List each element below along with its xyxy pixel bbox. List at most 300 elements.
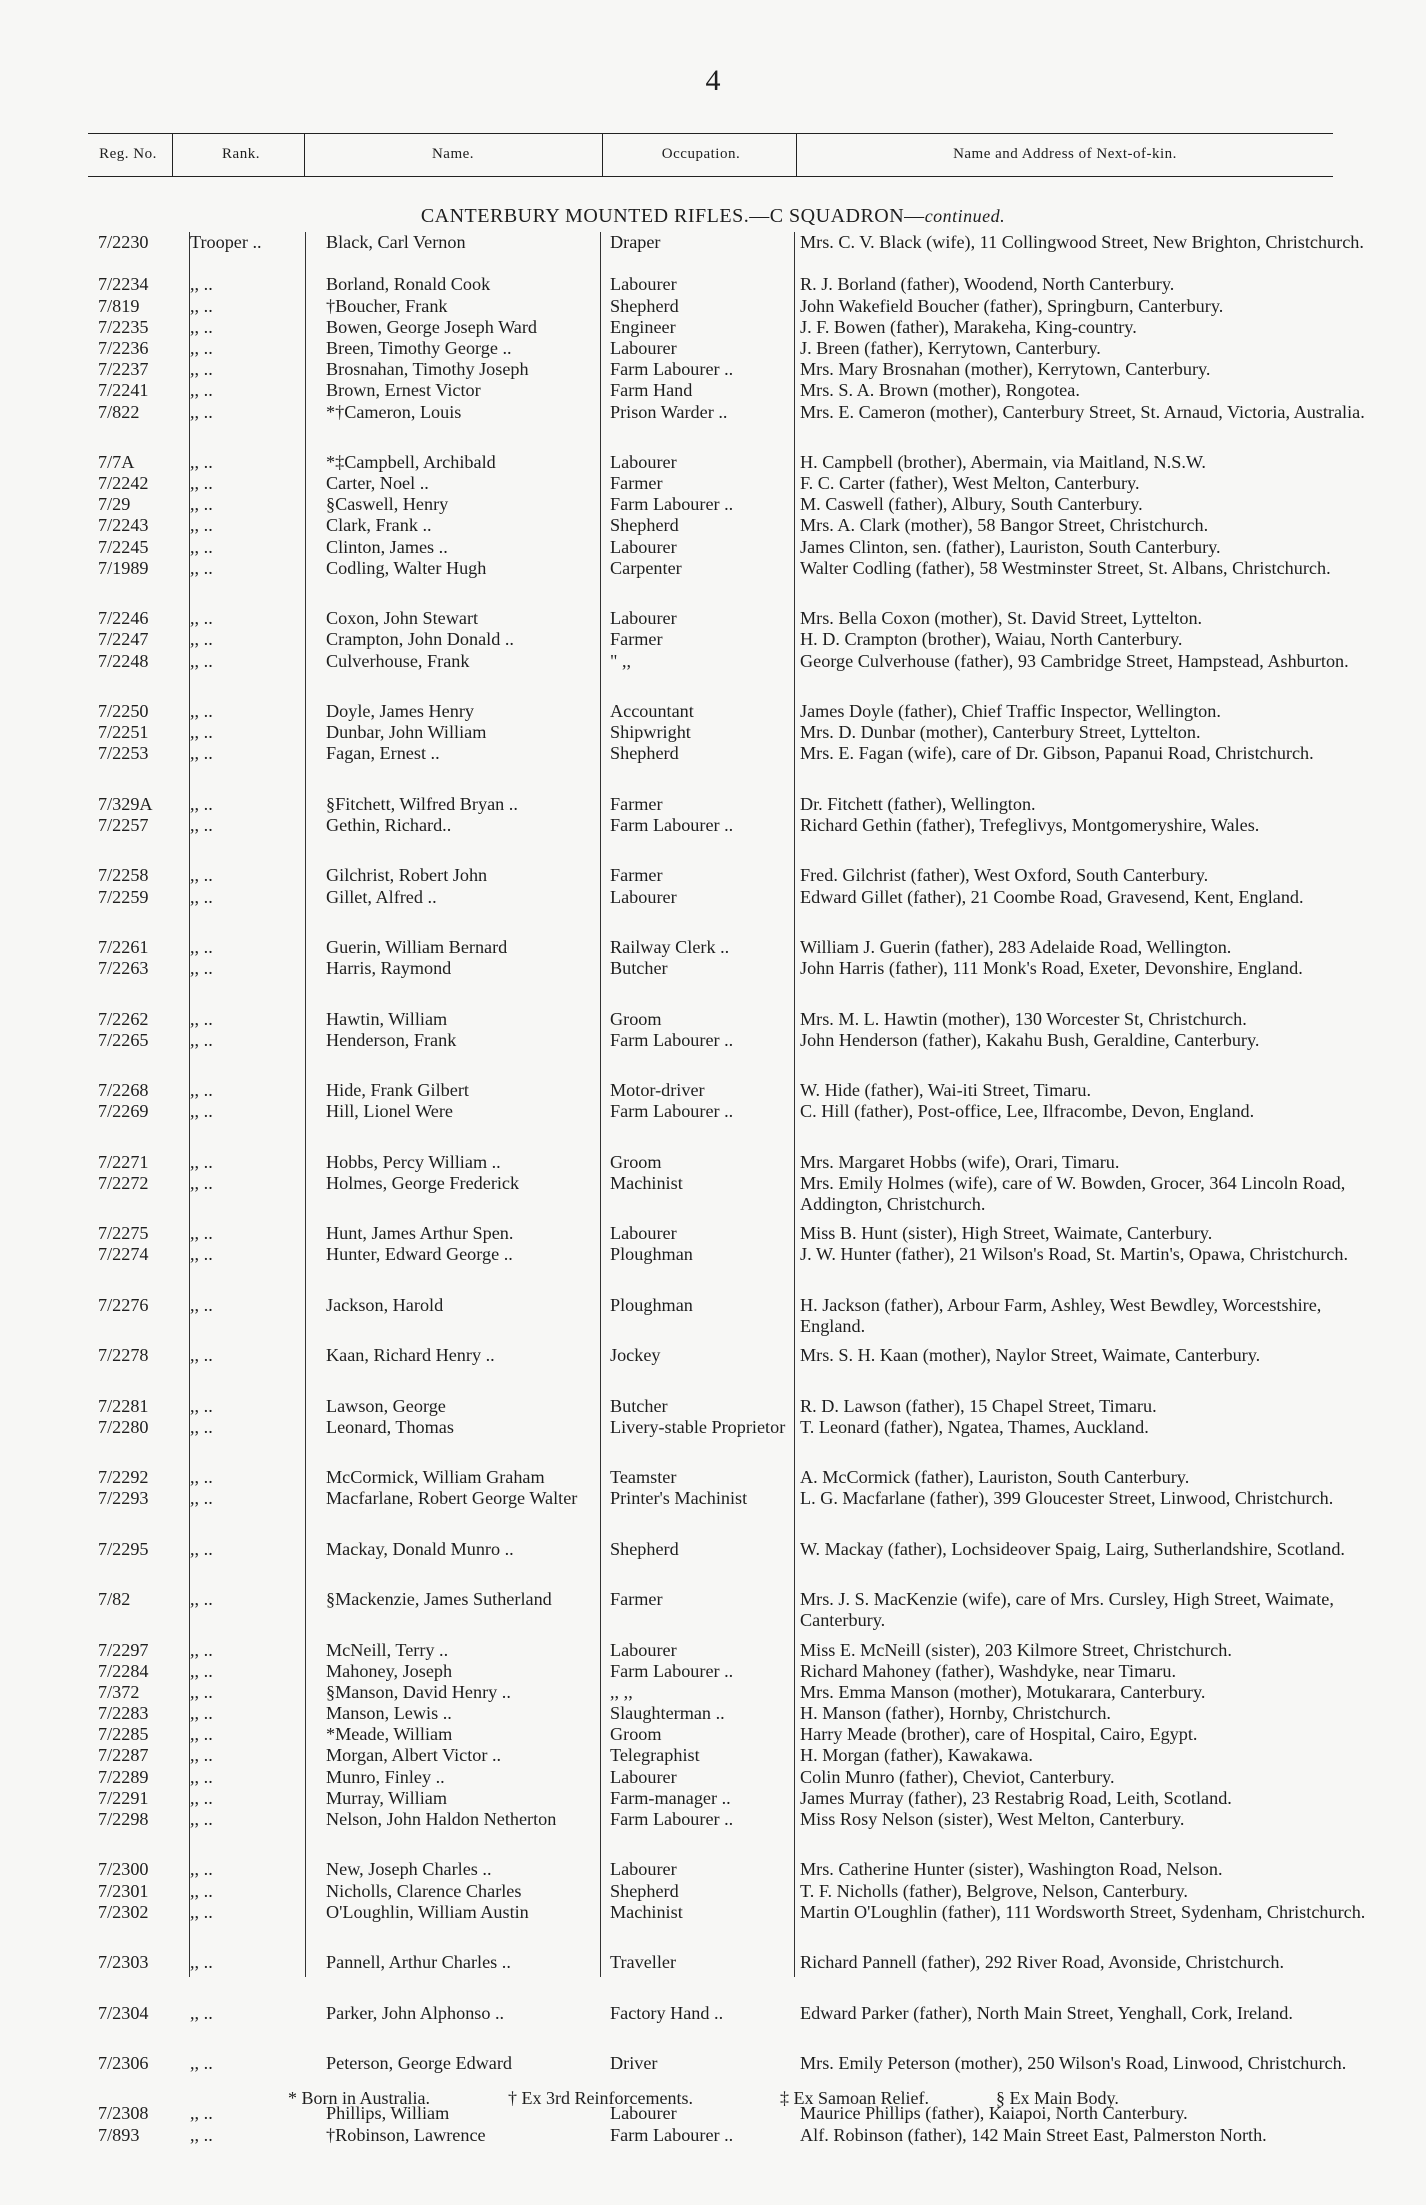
name-cell: Breen, Timothy George .. bbox=[326, 337, 512, 358]
next-of-kin-cell: H. Morgan (father), Kawakawa. bbox=[800, 1745, 1033, 1766]
reg-cell: 7/2301 bbox=[98, 1880, 149, 1901]
occupation-cell: Accountant bbox=[610, 701, 694, 721]
header-rank: Rank. bbox=[222, 146, 260, 162]
next-of-kin-cell: Richard Pannell (father), 292 River Road, Avonside, Christchurch. bbox=[800, 1952, 1285, 1973]
occupation-cell: Farmer bbox=[610, 865, 663, 886]
table-row bbox=[0, 1809, 1426, 1851]
row-gap bbox=[0, 1995, 1426, 2003]
table-row bbox=[0, 815, 1426, 857]
row-gap bbox=[0, 1944, 1426, 1952]
rank-cell: ,, .. bbox=[190, 494, 213, 515]
occupation-cell: Farmer bbox=[610, 1589, 663, 1610]
occupation-cell: Butcher bbox=[610, 1395, 668, 1416]
occupation-cell: Shepherd bbox=[610, 743, 679, 764]
occupation-cell: Farmer bbox=[610, 793, 663, 814]
next-of-kin-cell: Alf. Robinson (father), 142 Main Street East, Palmerston North. bbox=[800, 2124, 1267, 2145]
rank-cell: ,, .. bbox=[190, 1008, 213, 1029]
reg-cell: 7/822 bbox=[98, 401, 140, 422]
reg-cell: 7/2272 bbox=[98, 1172, 149, 1193]
reg-cell: 7/2246 bbox=[98, 608, 149, 629]
rank-cell: ,, .. bbox=[190, 1172, 213, 1193]
table-row bbox=[0, 380, 1426, 401]
table-row bbox=[0, 232, 1426, 274]
name-cell: Dunbar, John William bbox=[326, 722, 487, 743]
table-row bbox=[0, 1030, 1426, 1072]
reg-cell: 7/2235 bbox=[98, 316, 149, 337]
table-row bbox=[0, 338, 1426, 359]
next-of-kin-cell: Richard Mahoney (father), Washdyke, near Timaru. bbox=[800, 1660, 1176, 1681]
rank-cell: ,, .. bbox=[190, 1589, 213, 1610]
rank-cell: ,, .. bbox=[190, 1703, 213, 1724]
table-row bbox=[0, 651, 1426, 693]
name-cell: Borland, Ronald Cook bbox=[326, 274, 491, 295]
name-cell: *‡Campbell, Archibald bbox=[326, 451, 496, 472]
next-of-kin-cell: Mrs. E. Fagan (wife), care of Dr. Gibson, Papanui Road, Christchurch. bbox=[800, 743, 1314, 764]
table-row bbox=[0, 1902, 1426, 1944]
table-row bbox=[0, 274, 1426, 295]
occupation-cell: Labourer bbox=[610, 2103, 677, 2124]
next-of-kin-cell: Richard Gethin (father), Trefeglivys, Montgomeryshire, Wales. bbox=[800, 814, 1260, 835]
rank-cell: ,, .. bbox=[190, 536, 213, 557]
rank-cell: ,, .. bbox=[190, 2052, 213, 2073]
occupation-cell: Teamster bbox=[610, 1467, 677, 1488]
reg-cell: 7/2276 bbox=[98, 1294, 149, 1315]
next-of-kin-cell: James Murray (father), 23 Restabrig Road, Leith, Scotland. bbox=[800, 1787, 1232, 1808]
occupation-cell: Prison Warder .. bbox=[610, 401, 728, 422]
name-cell: Macfarlane, Robert George Walter bbox=[326, 1488, 578, 1509]
row-gap bbox=[0, 1851, 1426, 1859]
next-of-kin-cell: Harry Meade (brother), care of Hospital, Cairo, Egypt. bbox=[800, 1724, 1198, 1745]
next-of-kin-cell: Colin Munro (father), Cheviot, Canterbury. bbox=[800, 1766, 1115, 1787]
next-of-kin-cell: T. Leonard (father), Ngatea, Thames, Auckland. bbox=[800, 1416, 1149, 1437]
reg-cell: 7/1989 bbox=[98, 557, 149, 578]
row-gap bbox=[0, 1072, 1426, 1080]
occupation-cell: Farm Labourer .. bbox=[610, 1809, 734, 1830]
table-row bbox=[0, 1009, 1426, 1030]
table-row bbox=[0, 296, 1426, 317]
occupation-cell: Groom bbox=[610, 1008, 662, 1029]
next-of-kin-cell: J. F. Bowen (father), Marakeha, King-country. bbox=[800, 316, 1137, 337]
rank-cell: ,, .. bbox=[190, 1660, 213, 1681]
header-occupation: Occupation. bbox=[661, 146, 741, 162]
next-of-kin-cell: John Harris (father), 111 Monk's Road, Exeter, Devonshire, England. bbox=[800, 958, 1303, 979]
name-cell: Hide, Frank Gilbert bbox=[326, 1080, 469, 1101]
row-gap bbox=[0, 2095, 1426, 2103]
row-gap bbox=[0, 1581, 1426, 1589]
next-of-kin-cell: Mrs. E. Cameron (mother), Canterbury Street, St. Arnaud, Victoria, Australia. bbox=[800, 401, 1365, 422]
name-cell: †Robinson, Lawrence bbox=[326, 2124, 486, 2145]
reg-cell: 7/2306 bbox=[98, 2052, 149, 2073]
occupation-cell: Ploughman bbox=[610, 1294, 693, 1315]
next-of-kin-cell: Walter Codling (father), 58 Westminster Street, St. Albans, Christchurch. bbox=[800, 557, 1331, 578]
occupation-cell: Farmer bbox=[610, 629, 663, 650]
name-cell: Gethin, Richard.. bbox=[326, 814, 452, 835]
reg-cell: 7/2304 bbox=[98, 2002, 149, 2023]
name-cell: Harris, Raymond bbox=[326, 958, 452, 979]
footnote-samoan-relief: ‡ Ex Samoan Relief. bbox=[780, 2088, 929, 2108]
reg-cell: 7/2259 bbox=[98, 886, 149, 907]
next-of-kin-cell: T. F. Nicholls (father), Belgrove, Nelson, Canterbury. bbox=[800, 1880, 1188, 1901]
next-of-kin-cell: H. Manson (father), Hornby, Christchurch. bbox=[800, 1703, 1111, 1724]
table-row bbox=[0, 558, 1426, 600]
occupation-cell: Labourer bbox=[610, 1766, 677, 1787]
occupation-cell: Engineer bbox=[610, 316, 676, 337]
table-row bbox=[0, 1152, 1426, 1173]
rank-cell: ,, .. bbox=[190, 650, 213, 671]
name-cell: Bowen, George Joseph Ward bbox=[326, 316, 538, 337]
occupation-cell: Printer's Machinist bbox=[610, 1488, 748, 1509]
next-of-kin-cell: H. D. Crampton (brother), Waiau, North Canterbury. bbox=[800, 629, 1183, 650]
name-cell: Carter, Noel .. bbox=[326, 473, 429, 494]
next-of-kin-cell: Fred. Gilchrist (father), West Oxford, South Canterbury. bbox=[800, 865, 1209, 886]
rank-cell: ,, .. bbox=[190, 1151, 213, 1172]
table-row bbox=[0, 473, 1426, 494]
next-of-kin-cell: C. Hill (father), Post-office, Lee, Ilfracombe, Devon, England. bbox=[800, 1101, 1255, 1122]
next-of-kin-cell: A. McCormick (father), Lauriston, South Canterbury. bbox=[800, 1467, 1190, 1488]
rank-cell: ,, .. bbox=[190, 1395, 213, 1416]
rank-cell: ,, .. bbox=[190, 380, 213, 401]
next-of-kin-cell: George Culverhouse (father), 93 Cambridge Street, Hampstead, Ashburton. bbox=[800, 650, 1349, 671]
reg-cell: 7/2248 bbox=[98, 650, 149, 671]
reg-cell: 7/2258 bbox=[98, 865, 149, 886]
occupation-cell: Factory Hand .. bbox=[610, 2002, 724, 2023]
table-row bbox=[0, 317, 1426, 338]
table-row bbox=[0, 1703, 1426, 1724]
reg-cell: 7/2245 bbox=[98, 536, 149, 557]
next-of-kin-cell: Miss B. Hunt (sister), High Street, Waimate, Canterbury. bbox=[800, 1223, 1213, 1244]
header-name: Name. bbox=[431, 146, 475, 162]
occupation-cell: Shipwright bbox=[610, 722, 691, 743]
row-gap bbox=[0, 1337, 1426, 1345]
reg-cell: 7/2234 bbox=[98, 274, 149, 295]
next-of-kin-cell: Dr. Fitchett (father), Wellington. bbox=[800, 793, 1036, 814]
next-of-kin-cell: James Clinton, sen. (father), Lauriston, South Canterbury. bbox=[800, 536, 1221, 557]
occupation-cell: Farmer bbox=[610, 473, 663, 494]
row-gap bbox=[0, 929, 1426, 937]
next-of-kin-cell: Mrs. Mary Brosnahan (mother), Kerrytown, Canterbury. bbox=[800, 359, 1211, 380]
rank-cell: ,, .. bbox=[190, 886, 213, 907]
name-cell: Coxon, John Stewart bbox=[326, 608, 479, 629]
name-cell: Brown, Ernest Victor bbox=[326, 380, 481, 401]
name-cell: Hunter, Edward George .. bbox=[326, 1244, 513, 1265]
row-gap bbox=[0, 1459, 1426, 1467]
name-cell: Clark, Frank .. bbox=[326, 515, 432, 536]
name-cell: Crampton, John Donald .. bbox=[326, 629, 514, 650]
reg-cell: 7/2308 bbox=[98, 2103, 149, 2124]
header-next-of-kin: Name and Address of Next-of-kin. bbox=[953, 146, 1177, 162]
next-of-kin-cell: W. Hide (father), Wai-iti Street, Timaru. bbox=[800, 1080, 1091, 1101]
rank-cell: ,, .. bbox=[190, 1029, 213, 1050]
section-title-suffix: continued. bbox=[924, 206, 1006, 226]
occupation-cell: Farm-manager .. bbox=[610, 1787, 731, 1808]
table-row bbox=[0, 1417, 1426, 1459]
rank-cell: ,, .. bbox=[190, 1416, 213, 1437]
next-of-kin-cell: M. Caswell (father), Albury, South Canterbury. bbox=[800, 494, 1143, 515]
reg-cell: 7/2247 bbox=[98, 629, 149, 650]
reg-cell: 7/819 bbox=[98, 295, 140, 316]
occupation-cell: Slaughterman .. bbox=[610, 1703, 725, 1724]
rank-cell: ,, .. bbox=[190, 1766, 213, 1787]
name-cell: New, Joseph Charles .. bbox=[326, 1859, 492, 1880]
table-row bbox=[0, 2125, 1426, 2167]
table-row bbox=[0, 2103, 1426, 2124]
table-row bbox=[0, 1244, 1426, 1286]
table-row bbox=[0, 887, 1426, 929]
rank-cell: ,, .. bbox=[190, 936, 213, 957]
table-row bbox=[0, 1295, 1426, 1337]
next-of-kin-cell: Mrs. A. Clark (mother), 58 Bangor Street, Christchurch. bbox=[800, 515, 1209, 536]
header-divider bbox=[796, 134, 797, 176]
name-cell: Nelson, John Haldon Netherton bbox=[326, 1809, 557, 1830]
name-cell: Mahoney, Joseph bbox=[326, 1660, 453, 1681]
occupation-cell: ,, ,, bbox=[610, 1681, 633, 1702]
name-cell: §Caswell, Henry bbox=[326, 494, 449, 515]
rank-cell: ,, .. bbox=[190, 274, 213, 295]
rank-cell: ,, .. bbox=[190, 1639, 213, 1660]
row-gap bbox=[0, 1632, 1426, 1640]
reg-cell: 7/2289 bbox=[98, 1766, 149, 1787]
name-cell: Peterson, George Edward bbox=[326, 2052, 513, 2073]
reg-cell: 7/2251 bbox=[98, 722, 149, 743]
footnote-born-australia: * Born in Australia. bbox=[288, 2088, 430, 2108]
reg-cell: 7/2242 bbox=[98, 473, 149, 494]
reg-cell: 7/2283 bbox=[98, 1703, 149, 1724]
name-cell: Guerin, William Bernard bbox=[326, 936, 508, 957]
occupation-cell: Machinist bbox=[610, 1901, 683, 1922]
table-row bbox=[0, 1745, 1426, 1766]
name-cell: Doyle, James Henry bbox=[326, 701, 474, 721]
occupation-cell: Driver bbox=[610, 2052, 658, 2073]
header-reg: Reg. No. bbox=[99, 146, 157, 162]
reg-cell: 7/2281 bbox=[98, 1395, 149, 1416]
rank-cell: ,, .. bbox=[190, 2103, 213, 2124]
name-cell: Morgan, Albert Victor .. bbox=[326, 1745, 502, 1766]
occupation-cell: Labourer bbox=[610, 274, 677, 295]
next-of-kin-cell: J. W. Hunter (father), 21 Wilson's Road, St. Martin's, Opawa, Christchurch. bbox=[800, 1244, 1349, 1265]
occupation-cell: Carpenter bbox=[610, 557, 682, 578]
name-cell: Clinton, James .. bbox=[326, 536, 448, 557]
table-row bbox=[0, 958, 1426, 1000]
rank-cell: ,, .. bbox=[190, 1244, 213, 1265]
next-of-kin-cell: Mrs. M. L. Hawtin (mother), 130 Worcester St, Christchurch. bbox=[800, 1008, 1247, 1029]
name-cell: Gilchrist, Robert John bbox=[326, 865, 488, 886]
name-cell: Black, Carl Vernon bbox=[326, 232, 466, 252]
next-of-kin-cell: Edward Gillet (father), 21 Coombe Road, Gravesend, Kent, England. bbox=[800, 886, 1304, 907]
table-row bbox=[0, 1223, 1426, 1244]
next-of-kin-cell: Mrs. S. A. Brown (mother), Rongotea. bbox=[800, 380, 1080, 401]
occupation-cell: Farm Labourer .. bbox=[610, 814, 734, 835]
rank-cell: ,, .. bbox=[190, 743, 213, 764]
name-cell: Hobbs, Percy William .. bbox=[326, 1151, 501, 1172]
table-row bbox=[0, 1724, 1426, 1745]
name-cell: §Mackenzie, James Sutherland bbox=[326, 1589, 552, 1610]
table-row bbox=[0, 608, 1426, 629]
rank-cell: ,, .. bbox=[190, 1859, 213, 1880]
footnote-main-body: § Ex Main Body. bbox=[996, 2088, 1119, 2108]
row-gap bbox=[0, 1144, 1426, 1152]
occupation-cell: Ploughman bbox=[610, 1244, 693, 1265]
table-row bbox=[0, 1467, 1426, 1488]
occupation-cell: Farm Labourer .. bbox=[610, 1660, 734, 1681]
reg-cell: 7/2269 bbox=[98, 1101, 149, 1122]
table-row bbox=[0, 537, 1426, 558]
row-gap bbox=[0, 1287, 1426, 1295]
rank-cell: ,, .. bbox=[190, 1467, 213, 1488]
occupation-cell: " ,, bbox=[610, 650, 632, 671]
reg-cell: 7/2241 bbox=[98, 380, 149, 401]
reg-cell: 7/2292 bbox=[98, 1467, 149, 1488]
reg-cell: 7/2265 bbox=[98, 1029, 149, 1050]
table-row bbox=[0, 1661, 1426, 1682]
occupation-cell: Labourer bbox=[610, 1639, 677, 1660]
name-cell: Manson, Lewis .. bbox=[326, 1703, 452, 1724]
occupation-cell: Motor-driver bbox=[610, 1080, 705, 1101]
table-row bbox=[0, 1640, 1426, 1661]
next-of-kin-cell: Maurice Phillips (father), Kaiapoi, North Canterbury. bbox=[800, 2103, 1188, 2124]
rank-cell: ,, .. bbox=[190, 722, 213, 743]
reg-cell: 7/7A bbox=[98, 451, 135, 472]
header-divider bbox=[172, 134, 173, 176]
rank-cell: ,, .. bbox=[190, 793, 213, 814]
name-cell: Codling, Walter Hugh bbox=[326, 557, 487, 578]
row-gap bbox=[0, 444, 1426, 452]
name-cell: *†Cameron, Louis bbox=[326, 401, 462, 422]
row-gap bbox=[0, 1001, 1426, 1009]
rank-cell: ,, .. bbox=[190, 1488, 213, 1509]
section-title bbox=[0, 205, 1426, 228]
name-cell: Holmes, George Frederick bbox=[326, 1172, 520, 1193]
reg-cell: 7/2300 bbox=[98, 1859, 149, 1880]
table-row bbox=[0, 701, 1426, 722]
occupation-cell: Telegraphist bbox=[610, 1745, 700, 1766]
name-cell: Leonard, Thomas bbox=[326, 1416, 454, 1437]
rank-cell: ,, .. bbox=[190, 557, 213, 578]
table-row bbox=[0, 1589, 1426, 1631]
row-gap bbox=[0, 2045, 1426, 2053]
next-of-kin-cell: Mrs. Bella Coxon (mother), St. David Street, Lyttelton. bbox=[800, 608, 1203, 629]
row-gap bbox=[0, 1531, 1426, 1539]
next-of-kin-cell: Mrs. Emily Peterson (mother), 250 Wilson's Road, Linwood, Christchurch. bbox=[800, 2052, 1347, 2073]
name-cell: McCormick, William Graham bbox=[326, 1467, 545, 1488]
next-of-kin-cell: Miss E. McNeill (sister), 203 Kilmore Street, Christchurch. bbox=[800, 1639, 1232, 1660]
name-cell: Hunt, James Arthur Spen. bbox=[326, 1223, 514, 1244]
occupation-cell: Farm Labourer .. bbox=[610, 2124, 734, 2145]
table-row bbox=[0, 1345, 1426, 1387]
table-row bbox=[0, 1396, 1426, 1417]
section-title-text: CANTERBURY MOUNTED RIFLES.—C SQUADRON— bbox=[420, 205, 925, 227]
reg-cell: 7/2297 bbox=[98, 1639, 149, 1660]
occupation-cell: Shepherd bbox=[610, 295, 679, 316]
table-row bbox=[0, 2053, 1426, 2095]
next-of-kin-cell: John Henderson (father), Kakahu Bush, Geraldine, Canterbury. bbox=[800, 1029, 1260, 1050]
reg-cell: 7/2302 bbox=[98, 1901, 149, 1922]
name-cell: †Boucher, Frank bbox=[326, 295, 448, 316]
occupation-cell: Labourer bbox=[610, 1223, 677, 1244]
table-row bbox=[0, 402, 1426, 444]
occupation-cell: Farm Labourer .. bbox=[610, 1029, 734, 1050]
occupation-cell: Labourer bbox=[610, 608, 677, 629]
next-of-kin-cell: F. C. Carter (father), West Melton, Canterbury. bbox=[800, 473, 1140, 494]
footnote-3rd-reinforcements: † Ex 3rd Reinforcements. bbox=[508, 2088, 693, 2108]
occupation-cell: Farm Labourer .. bbox=[610, 359, 734, 380]
next-of-kin-cell: Mrs. Catherine Hunter (sister), Washington Road, Nelson. bbox=[800, 1859, 1223, 1880]
reg-cell: 7/2250 bbox=[98, 701, 149, 721]
table-row bbox=[0, 1488, 1426, 1530]
reg-cell: 7/2257 bbox=[98, 814, 149, 835]
table-row bbox=[0, 515, 1426, 536]
table-row bbox=[0, 359, 1426, 380]
rank-cell: ,, .. bbox=[190, 608, 213, 629]
reg-cell: 7/372 bbox=[98, 1681, 140, 1702]
rank-cell: ,, .. bbox=[190, 1880, 213, 1901]
rank-cell: ,, .. bbox=[190, 1345, 213, 1366]
row-gap bbox=[0, 786, 1426, 794]
table-row bbox=[0, 1101, 1426, 1143]
table-row bbox=[0, 1881, 1426, 1902]
next-of-kin-cell: R. D. Lawson (father), 15 Chapel Street, Timaru. bbox=[800, 1395, 1157, 1416]
next-of-kin-cell: Mrs. C. V. Black (wife), 11 Collingwood Street, New Brighton, Christchurch. bbox=[800, 232, 1364, 252]
next-of-kin-cell: John Wakefield Boucher (father), Springburn, Canterbury. bbox=[800, 295, 1224, 316]
rank-cell: ,, .. bbox=[190, 1681, 213, 1702]
occupation-cell: Farm Labourer .. bbox=[610, 1101, 734, 1122]
reg-cell: 7/2291 bbox=[98, 1787, 149, 1808]
name-cell: Culverhouse, Frank bbox=[326, 650, 470, 671]
reg-cell: 7/2280 bbox=[98, 1416, 149, 1437]
name-cell: Lawson, George bbox=[326, 1395, 446, 1416]
table-row bbox=[0, 1859, 1426, 1880]
reg-cell: 7/82 bbox=[98, 1589, 131, 1610]
rank-cell: ,, .. bbox=[190, 865, 213, 886]
rank-cell: ,, .. bbox=[190, 2002, 213, 2023]
occupation-cell: Shepherd bbox=[610, 515, 679, 536]
name-cell: O'Loughlin, William Austin bbox=[326, 1901, 529, 1922]
name-cell: Kaan, Richard Henry .. bbox=[326, 1345, 495, 1366]
roll-table bbox=[0, 232, 1426, 2167]
occupation-cell: Draper bbox=[610, 232, 661, 252]
reg-cell: 7/2271 bbox=[98, 1151, 149, 1172]
next-of-kin-cell: J. Breen (father), Kerrytown, Canterbury. bbox=[800, 337, 1101, 358]
rank-cell: ,, .. bbox=[190, 1101, 213, 1122]
name-cell: *Meade, William bbox=[326, 1724, 453, 1745]
rank-cell: ,, .. bbox=[190, 629, 213, 650]
next-of-kin-cell: L. G. Macfarlane (father), 399 Gloucester Street, Linwood, Christchurch. bbox=[800, 1488, 1334, 1509]
rank-cell: ,, .. bbox=[190, 814, 213, 835]
occupation-cell: Labourer bbox=[610, 337, 677, 358]
table-row bbox=[0, 629, 1426, 650]
name-cell: Jackson, Harold bbox=[326, 1294, 444, 1315]
rank-cell: ,, .. bbox=[190, 337, 213, 358]
table-row bbox=[0, 1539, 1426, 1581]
name-cell: Hawtin, William bbox=[326, 1008, 448, 1029]
row-gap bbox=[0, 857, 1426, 865]
rank-cell: ,, .. bbox=[190, 1223, 213, 1244]
rank-cell: Trooper .. bbox=[190, 232, 262, 252]
reg-cell: 7/2230 bbox=[98, 232, 149, 252]
reg-cell: 7/2278 bbox=[98, 1345, 149, 1366]
name-cell: Gillet, Alfred .. bbox=[326, 886, 437, 907]
row-gap bbox=[0, 693, 1426, 701]
reg-cell: 7/2268 bbox=[98, 1080, 149, 1101]
table-row bbox=[0, 1788, 1426, 1809]
occupation-cell: Labourer bbox=[610, 886, 677, 907]
reg-cell: 7/2284 bbox=[98, 1660, 149, 1681]
rank-cell: ,, .. bbox=[190, 316, 213, 337]
rank-cell: ,, .. bbox=[190, 473, 213, 494]
occupation-cell: Labourer bbox=[610, 451, 677, 472]
rank-cell: ,, .. bbox=[190, 2124, 213, 2145]
table-header bbox=[88, 133, 1333, 177]
next-of-kin-cell: William J. Guerin (father), 283 Adelaide Road, Wellington. bbox=[800, 936, 1232, 957]
